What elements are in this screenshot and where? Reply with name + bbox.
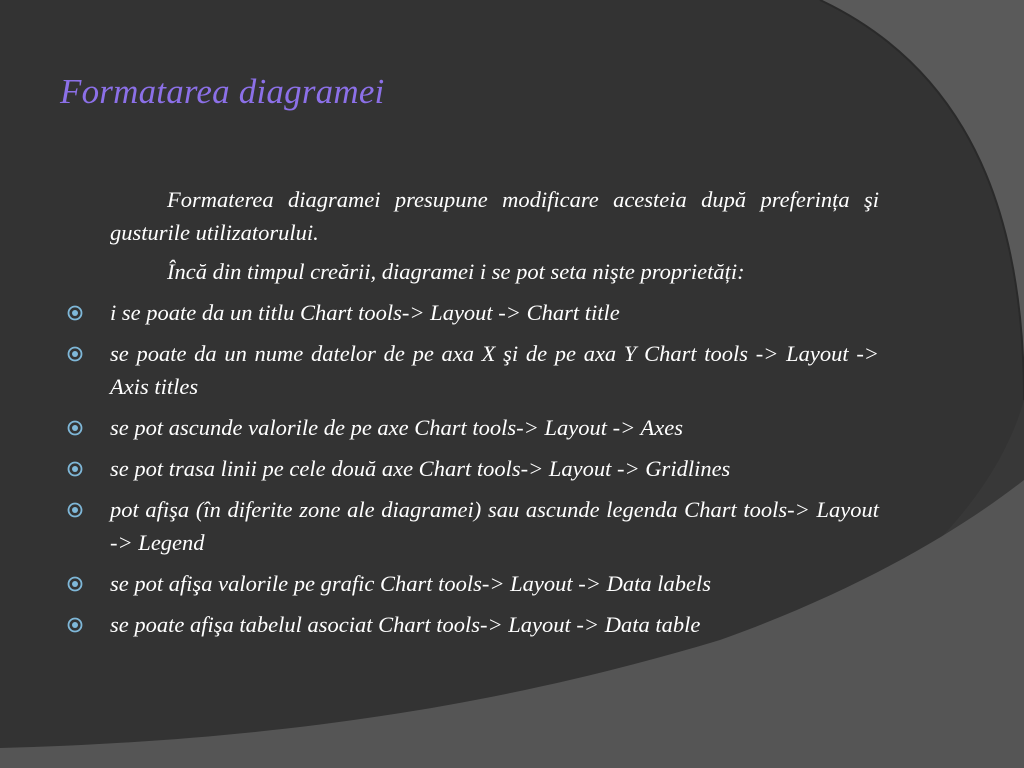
list-item [66, 452, 879, 485]
target-bullet-icon [67, 576, 83, 592]
bullet-text: se pot afişa valorile pe grafic Chart tools-> Layout -> Data labels [110, 571, 711, 596]
list-item [66, 296, 879, 329]
list-item [66, 337, 879, 403]
bullet-text: pot afişa (în diferite zone ale diagramei) sau ascunde legenda Chart tools-> Layout -> Legend [110, 497, 879, 555]
list-item [66, 608, 879, 641]
list-item [66, 411, 879, 444]
target-bullet-icon [67, 305, 83, 321]
target-bullet-icon [67, 461, 83, 477]
bullet-text: se pot trasa linii pe cele două axe Chart tools-> Layout -> Gridlines [110, 456, 731, 481]
list-item [66, 493, 879, 559]
target-bullet-icon [67, 420, 83, 436]
bullet-text: se pot ascunde valorile de pe axe Chart tools-> Layout -> Axes [110, 415, 683, 440]
target-bullet-icon [67, 502, 83, 518]
properties-paragraph: Încă din timpul creării, diagramei i se pot seta nişte proprietăți: [167, 259, 745, 284]
bullet-text: i se poate da un titlu Chart tools-> Layout -> Chart title [110, 300, 620, 325]
slide-title: Formatarea diagramei [60, 72, 385, 111]
intro-paragraph: Formaterea diagramei presupune modificare acesteia după preferința şi gusturile utilizatorului. [110, 187, 879, 245]
bullet-text: se poate afişa tabelul asociat Chart tools-> Layout -> Data table [110, 612, 701, 637]
bullet-text: se poate da un nume datelor de pe axa X şi de pe axa Y Chart tools -> Layout -> Axis titles [110, 341, 879, 399]
list-item [66, 567, 879, 600]
target-bullet-icon [67, 346, 83, 362]
target-bullet-icon [67, 617, 83, 633]
slide-body [66, 183, 879, 649]
bullet-list [66, 296, 879, 641]
